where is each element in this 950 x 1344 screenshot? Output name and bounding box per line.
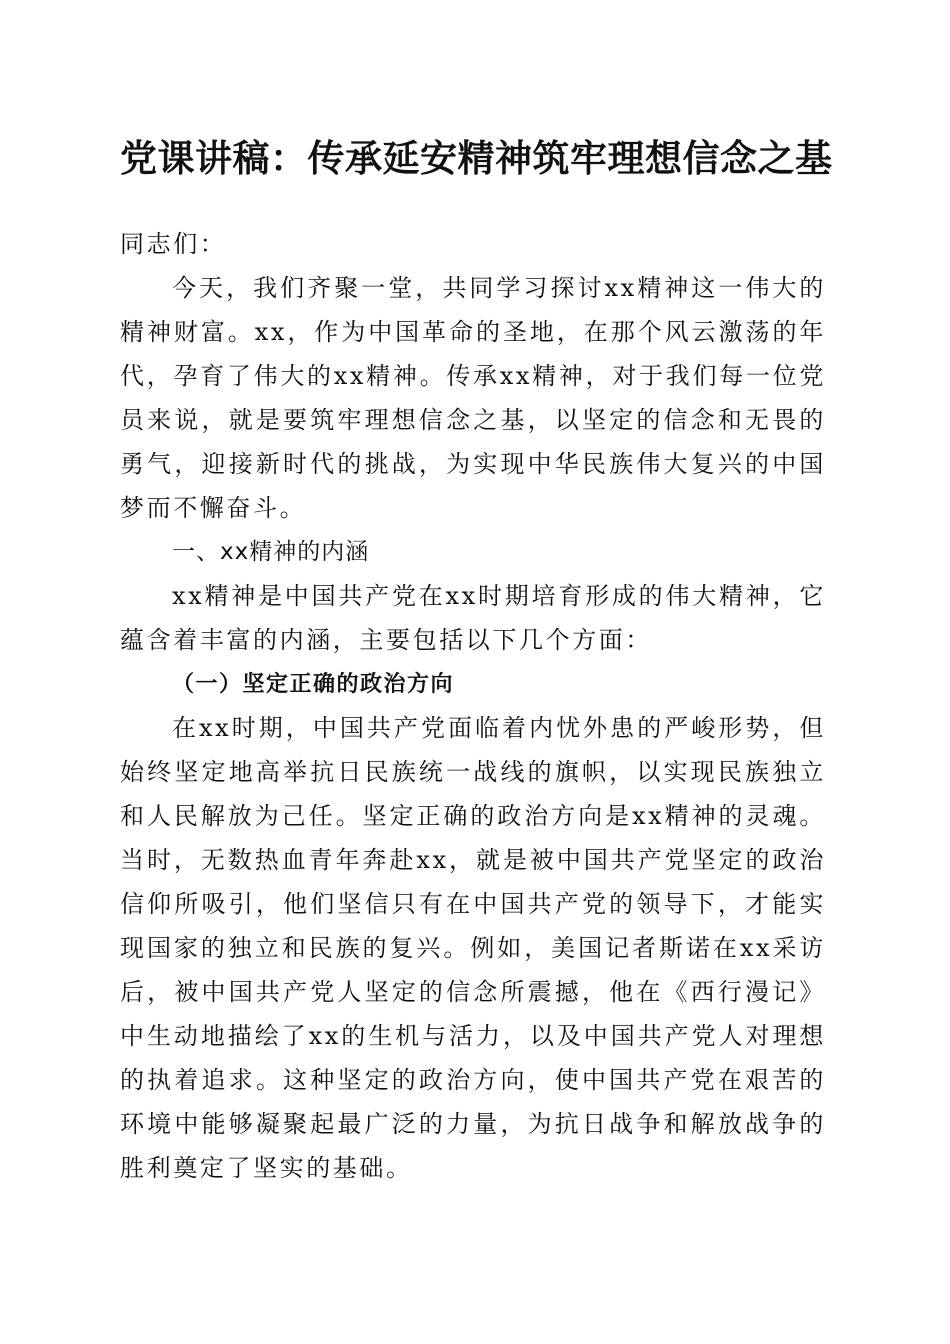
subsection-body-paragraph: 在xx时期，中国共产党面临着内忧外患的严峻形势，但始终坚定地高举抗日民族统一战线的旗帜，以实现民族独立和人民解放为己任。坚定正确的政治方向是xx精神的灵魂。当时，无数热血青年奔赴xx，就是被中国共产党坚定的政治信仰所吸引，他们坚信只有在中国共产党的领导下，才能实现国家的独立和民族的复兴。例如，美国记者斯诺在xx采访后，被中国共产党人坚定的信念所震撼，他在《西行漫记》中生动地描绘了xx的生机与活力，以及中国共产党人对理想的执着追求。这种坚定的政治方向，使中国共产党在艰苦的环境中能够凝聚起最广泛的力量，为抗日战争和解放战争的胜利奠定了坚实的基础。 (120, 714, 826, 1182)
section-intro-paragraph: xx精神是中国共产党在xx时期培育形成的伟大精神，它蕴含着丰富的内涵，主要包括以下几个方面： (120, 582, 826, 654)
intro-paragraph: 今天，我们齐聚一堂，共同学习探讨xx精神这一伟大的精神财富。xx，作为中国革命的圣地，在那个风云激荡的年代，孕育了伟大的xx精神。传承xx精神，对于我们每一位党员来说，就是要筑牢理想信念之基，以坚定的信念和无畏的勇气，迎接新时代的挑战，为实现中华民族伟大复兴的中国梦而不懈奋斗。 (120, 274, 826, 522)
salutation: 同志们： (120, 230, 227, 258)
section-heading: 一、xx精神的内涵 (172, 539, 370, 565)
subsection-heading: （一）坚定正确的政治方向 (172, 671, 455, 697)
document-body (120, 128, 833, 1190)
document-title: 党课讲稿：传承延安精神筑牢理想信念之基 (120, 136, 833, 180)
